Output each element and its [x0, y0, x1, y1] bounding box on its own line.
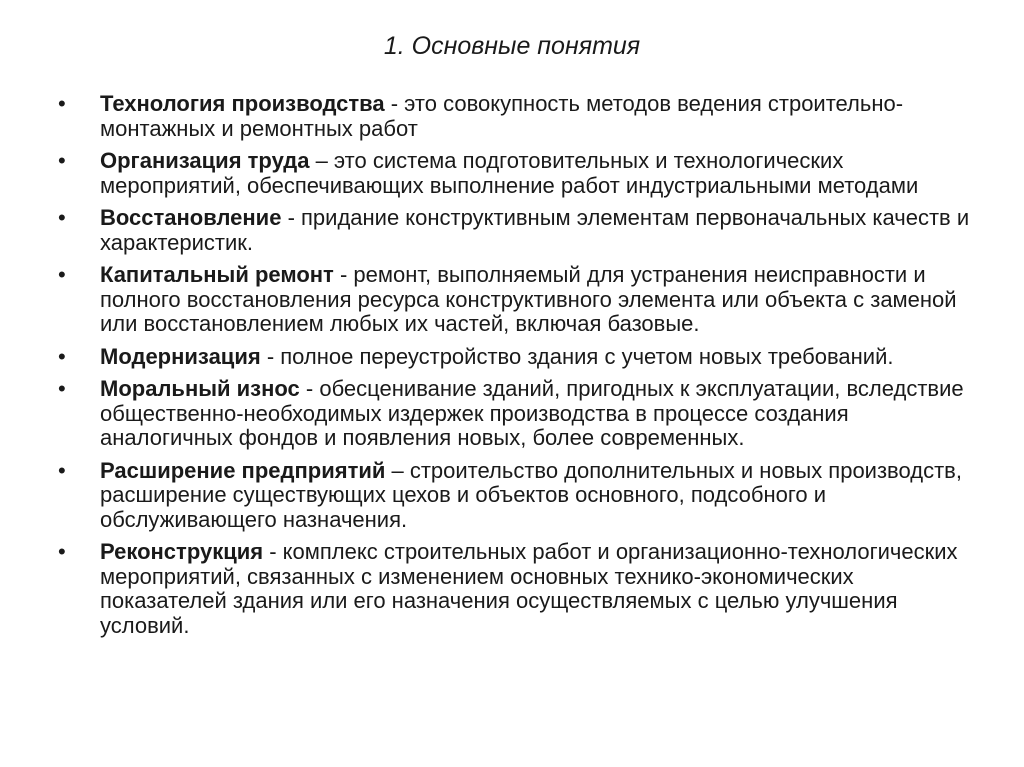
slide-title: 1. Основные понятия — [383, 32, 641, 60]
term: Технология производства — [100, 91, 385, 116]
bullet-icon: • — [58, 457, 66, 483]
bullet-icon: • — [58, 91, 66, 116]
term: Расширение предприятий — [100, 457, 386, 483]
definition: – это система подготовительных и технологических мероприятий, обеспечивающих выполнение работ индустриальными методами — [100, 148, 919, 198]
list-item-restoration — [56, 206, 976, 255]
list-item-modernization — [56, 345, 976, 370]
list-item-enterprise-expansion — [56, 459, 976, 533]
bullet-icon: • — [58, 376, 66, 401]
list-item-capital-repair — [56, 263, 976, 337]
term: Восстановление — [100, 205, 282, 230]
definitions-list — [56, 92, 976, 646]
bullet-icon: • — [58, 262, 66, 287]
term: Модернизация — [100, 343, 261, 369]
term: Моральный износ — [100, 376, 300, 401]
list-item-technology — [56, 92, 976, 141]
definition: - обесценивание зданий, пригодных к эксплуатации, вследствие общественно-необходимых издержек производства в процессе создания аналогичных фондов и появления новых, более современных. — [100, 376, 964, 450]
definition: - придание конструктивным элементам первоначальных качеств и характеристик. — [100, 205, 970, 255]
definition: – строительство дополнительных и новых производств, расширение существующих цехов и объектов основного, подсобного и обслуживающего назначения. — [100, 457, 962, 532]
term: Реконструкция — [100, 539, 264, 564]
list-item-moral-wear — [56, 377, 976, 451]
bullet-icon: • — [58, 539, 66, 564]
term: Капитальный ремонт — [100, 262, 334, 287]
list-item-labor-organization — [56, 149, 976, 198]
bullet-icon: • — [58, 148, 66, 173]
list-item-reconstruction — [56, 540, 976, 638]
definition: - полное переустройство здания с учетом новых требований. — [260, 343, 894, 369]
definition: - ремонт, выполняемый для устранения неисправности и полного восстановления ресурса конструктивного элемента или объекта с заменой или восстановлением любых их частей, включая базовые. — [100, 262, 957, 336]
bullet-icon: • — [58, 343, 66, 369]
bullet-icon: • — [58, 205, 66, 230]
term: Организация труда — [100, 148, 310, 173]
definition: - это совокупность методов ведения строительно-монтажных и ремонтных работ — [100, 91, 904, 141]
definition: - комплекс строительных работ и организационно-технологических мероприятий, связанных с изменением основных технико-экономических показателей здания или его назначения осуществляемых с целью улучшения условий. — [100, 539, 958, 638]
